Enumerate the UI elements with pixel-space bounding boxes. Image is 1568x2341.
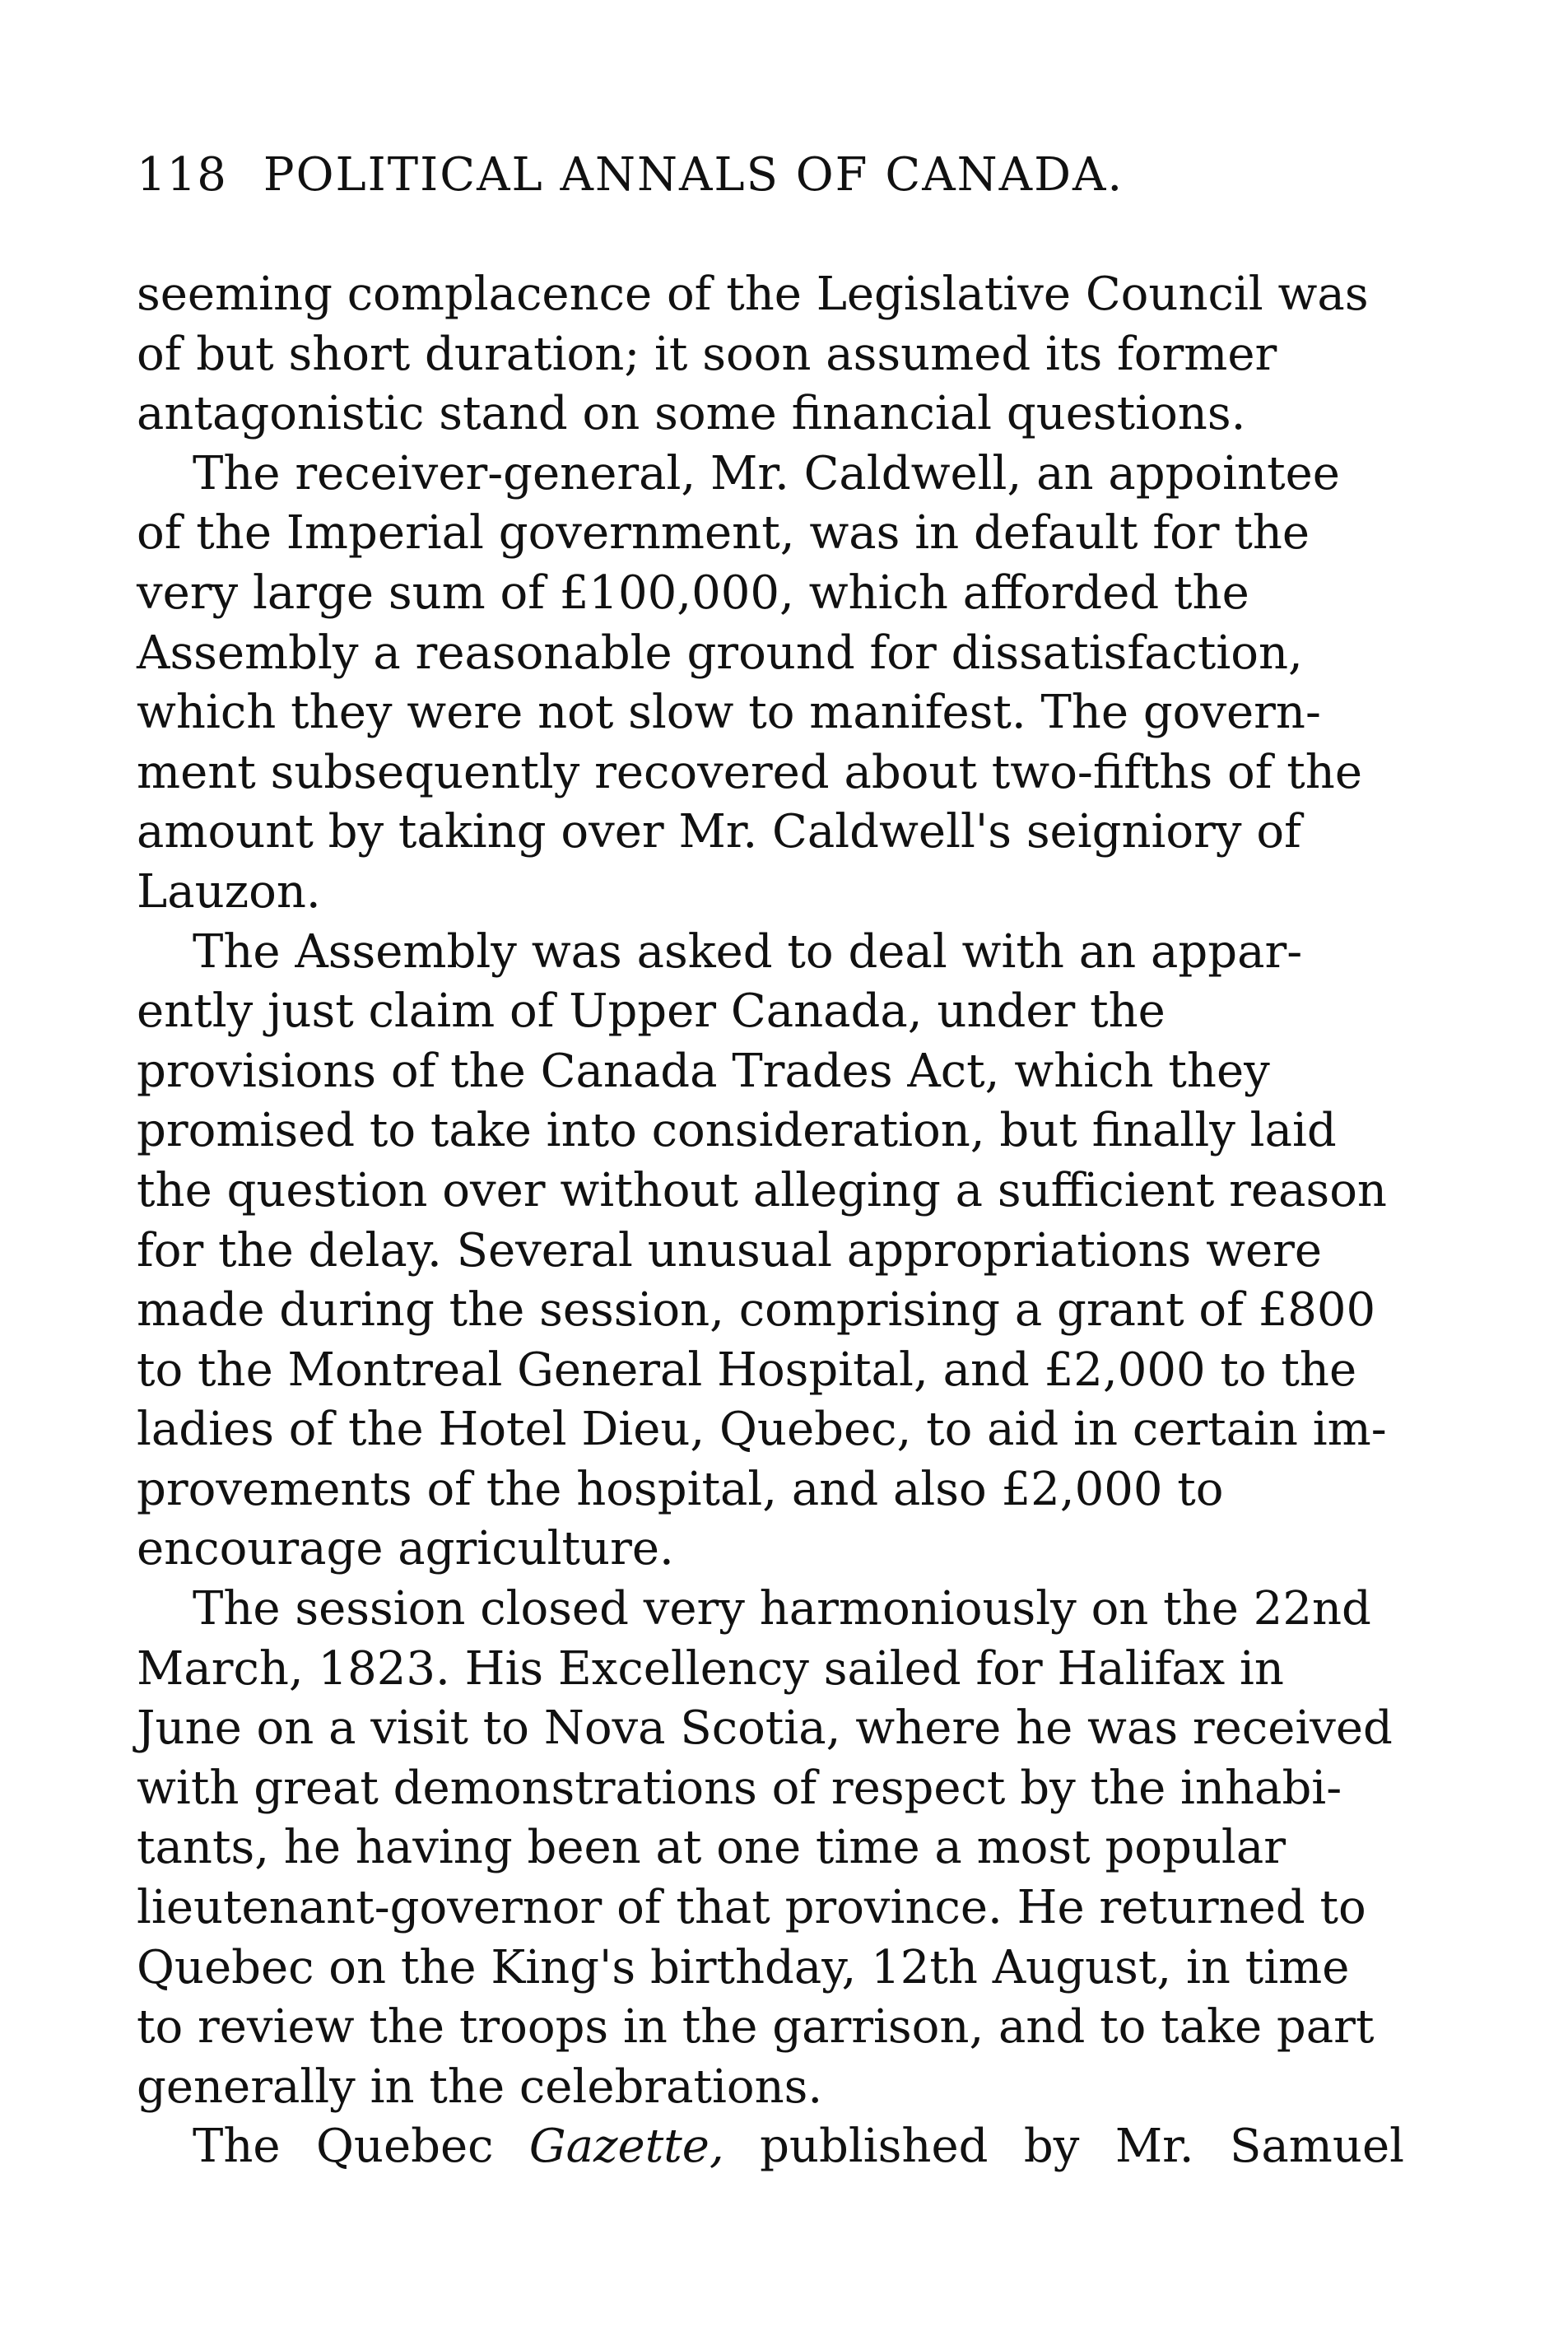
text-line: Assembly a reasonable ground for dissatisfaction,	[137, 626, 1303, 680]
text-line: The receiver-general, Mr. Caldwell, an appointee	[193, 446, 1340, 500]
text-line: to review the troops in the garrison, and to take part	[137, 2000, 1375, 2055]
text-line: for the delay. Several unusual appropriations were	[137, 1223, 1323, 1278]
text-line: amount by taking over Mr. Caldwell's seigniory of	[137, 805, 1301, 859]
text-line: made during the session, comprising a grant of £800	[137, 1283, 1376, 1338]
text-line: antagonistic stand on some financial questions.	[137, 387, 1246, 441]
text-line: promised to take into consideration, but finally laid	[137, 1104, 1337, 1158]
body-text	[137, 265, 1404, 2177]
text-line: ment subsequently recovered about two-fifths of the	[137, 745, 1362, 799]
text-line: Quebec on the King's birthday, 12th August, in time	[137, 1940, 1350, 1994]
text-line: ently just claim of Upper Canada, under the	[137, 984, 1166, 1039]
text-fragment: published by Mr. Samuel	[724, 2120, 1404, 2174]
text-fragment: The Quebec	[193, 2120, 529, 2174]
paragraph-continued	[137, 265, 1404, 444]
text-line: the question over without alleging a sufficient reason	[137, 1163, 1387, 1217]
page-number: 118	[137, 148, 227, 202]
italic-title-gazette: Gazette,	[528, 2120, 724, 2174]
text-line: encourage agriculture.	[137, 1522, 674, 1576]
running-title: POLITICAL ANNALS OF CANADA.	[263, 148, 1124, 202]
text-line: March, 1823. His Excellency sailed for Halifax in	[137, 1641, 1284, 1696]
text-line: with great demonstrations of respect by the inhabi-	[137, 1761, 1342, 1815]
paragraph-assembly-claim	[137, 923, 1404, 1580]
text-line: which they were not slow to manifest. The govern-	[137, 686, 1321, 740]
text-line: very large sum of £100,000, which afforded the	[137, 565, 1249, 620]
text-line: seeming complacence of the Legislative Council was	[137, 268, 1369, 321]
paragraph-session-closed	[137, 1580, 1404, 2117]
text-line: ladies of the Hotel Dieu, Quebec, to aid in certain im-	[137, 1403, 1387, 1457]
text-line: generally in the celebrations.	[137, 2059, 823, 2114]
text-line: lieutenant-governor of that province. He returned to	[137, 1881, 1366, 1935]
text-line	[137, 2117, 1404, 2177]
text-line: The session closed very harmoniously on the 22nd	[193, 1582, 1371, 1636]
text-line: June on a visit to Nova Scotia, where he was received	[137, 1701, 1393, 1756]
text-line: of but short duration; it soon assumed its former	[137, 327, 1277, 381]
text-line: of the Imperial government, was in default for the	[137, 506, 1310, 561]
text-line: provisions of the Canada Trades Act, which they	[137, 1044, 1270, 1098]
text-line: provements of the hospital, and also £2,000 to	[137, 1462, 1224, 1516]
text-line: to the Montreal General Hospital, and £2,000 to the	[137, 1343, 1357, 1397]
text-line: tants, he having been at one time a most popular	[137, 1821, 1286, 1875]
paragraph-receiver-general	[137, 444, 1404, 923]
text-line: The Assembly was asked to deal with an appar-	[193, 924, 1303, 979]
running-header	[137, 147, 1404, 204]
text-line: Lauzon.	[137, 864, 321, 919]
paragraph-quebec-gazette	[137, 2117, 1404, 2177]
